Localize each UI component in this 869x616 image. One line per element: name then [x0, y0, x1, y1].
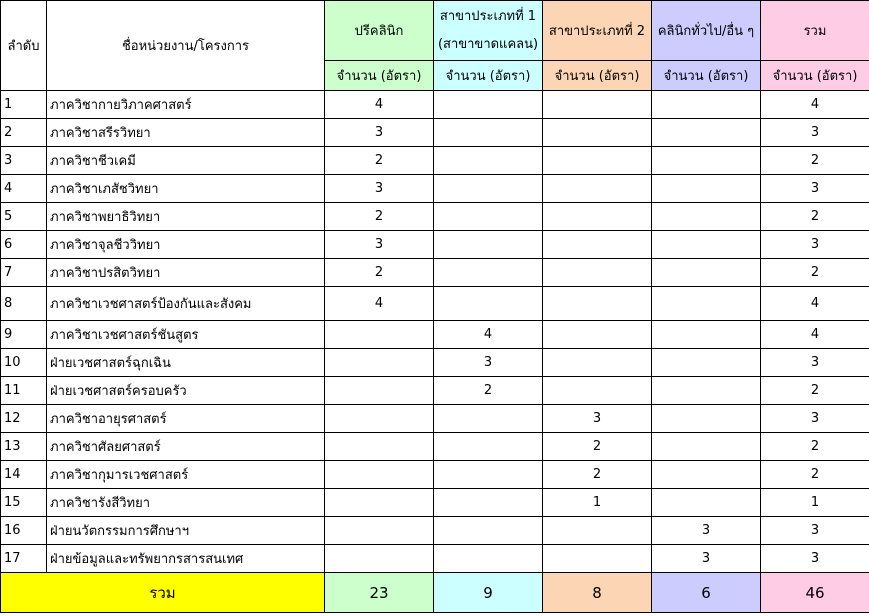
- row-type2: [543, 545, 652, 573]
- row-preclinic: [325, 349, 434, 377]
- table-body: [1, 91, 869, 573]
- row-preclinic: [325, 545, 434, 573]
- row-total: 2: [761, 203, 869, 231]
- row-total: 3: [761, 545, 869, 573]
- row-type2: [543, 349, 652, 377]
- row-number: 5: [1, 203, 47, 231]
- row-type1: [434, 517, 543, 545]
- row-total: 2: [761, 259, 869, 287]
- table-row: [1, 119, 869, 147]
- table-row: [1, 461, 869, 489]
- row-type2: [543, 119, 652, 147]
- row-preclinic: 3: [325, 175, 434, 203]
- row-preclinic: [325, 433, 434, 461]
- row-unit-name: ภาควิชารังสีวิทยา: [47, 489, 325, 517]
- row-type1: [434, 203, 543, 231]
- table-row: [1, 203, 869, 231]
- row-number: 9: [1, 321, 47, 349]
- row-total: 2: [761, 433, 869, 461]
- row-general-clinic: [652, 91, 761, 119]
- row-number: 3: [1, 147, 47, 175]
- row-unit-name: ภาควิชาอายุรศาสตร์: [47, 405, 325, 433]
- row-total: 2: [761, 377, 869, 405]
- row-preclinic: [325, 405, 434, 433]
- row-number: 2: [1, 119, 47, 147]
- row-type1: [434, 545, 543, 573]
- table-row: [1, 545, 869, 573]
- row-type1: [434, 461, 543, 489]
- row-number: 17: [1, 545, 47, 573]
- row-unit-name: ภาควิชาพยาธิวิทยา: [47, 203, 325, 231]
- totals-label: รวม: [1, 573, 325, 613]
- subheader-count: จำนวน (อัตรา): [652, 61, 761, 91]
- row-unit-name: ภาควิชาสรีรวิทยา: [47, 119, 325, 147]
- table-row: [1, 405, 869, 433]
- row-number: 7: [1, 259, 47, 287]
- table-row: [1, 517, 869, 545]
- row-type2: 1: [543, 489, 652, 517]
- subheader-count: จำนวน (อัตรา): [325, 61, 434, 91]
- row-general-clinic: [652, 377, 761, 405]
- row-total: 3: [761, 175, 869, 203]
- row-type1: [434, 231, 543, 259]
- table-row: [1, 91, 869, 119]
- subheader-count: จำนวน (อัตรา): [434, 61, 543, 91]
- row-total: 3: [761, 517, 869, 545]
- row-preclinic: [325, 461, 434, 489]
- header-total: รวม: [761, 1, 869, 61]
- row-unit-name: ภาควิชาเวชศาสตร์ชันสูตร: [47, 321, 325, 349]
- row-unit-name: ฝ่ายเวชศาสตร์ฉุกเฉิน: [47, 349, 325, 377]
- table-row: [1, 287, 869, 321]
- header-type2: สาขาประเภทที่ 2: [543, 1, 652, 61]
- row-total: 2: [761, 461, 869, 489]
- table-row: [1, 433, 869, 461]
- row-type2: [543, 231, 652, 259]
- row-total: 3: [761, 349, 869, 377]
- row-unit-name: ภาควิชากุมารเวชศาสตร์: [47, 461, 325, 489]
- table-row: [1, 489, 869, 517]
- row-number: 4: [1, 175, 47, 203]
- row-preclinic: 2: [325, 259, 434, 287]
- row-total: 4: [761, 321, 869, 349]
- table-row: [1, 147, 869, 175]
- row-total: 3: [761, 405, 869, 433]
- row-unit-name: ภาควิชาศัลยศาสตร์: [47, 433, 325, 461]
- row-number: 13: [1, 433, 47, 461]
- row-type1: 3: [434, 349, 543, 377]
- row-type2: 2: [543, 461, 652, 489]
- row-general-clinic: [652, 321, 761, 349]
- row-type1: 4: [434, 321, 543, 349]
- row-general-clinic: 3: [652, 545, 761, 573]
- row-general-clinic: [652, 489, 761, 517]
- totals-row: [1, 573, 869, 613]
- row-preclinic: [325, 489, 434, 517]
- row-preclinic: [325, 377, 434, 405]
- row-number: 1: [1, 91, 47, 119]
- row-preclinic: [325, 321, 434, 349]
- row-type1: 2: [434, 377, 543, 405]
- header-unit: ชื่อหน่วยงาน/โครงการ: [47, 1, 325, 91]
- table-row: [1, 175, 869, 203]
- row-type2: [543, 377, 652, 405]
- subheader-count: จำนวน (อัตรา): [543, 61, 652, 91]
- row-type2: [543, 287, 652, 321]
- row-general-clinic: [652, 405, 761, 433]
- row-number: 10: [1, 349, 47, 377]
- header-type1-line2: (สาขาขาดแคลน): [437, 36, 539, 52]
- header-type1-line1: สาขาประเภทที่ 1: [439, 8, 537, 24]
- row-unit-name: ฝ่ายเวชศาสตร์ครอบครัว: [47, 377, 325, 405]
- row-total: 3: [761, 119, 869, 147]
- header-preclinic: ปรีคลินิก: [325, 1, 434, 61]
- row-preclinic: 2: [325, 147, 434, 175]
- row-type1: [434, 489, 543, 517]
- totals-general-clinic: 6: [652, 573, 761, 613]
- row-unit-name: ฝ่ายข้อมูลและทรัพยากรสารสนเทศ: [47, 545, 325, 573]
- row-type2: [543, 203, 652, 231]
- row-general-clinic: 3: [652, 517, 761, 545]
- row-preclinic: 4: [325, 287, 434, 321]
- row-number: 8: [1, 287, 47, 321]
- row-type1: [434, 91, 543, 119]
- row-general-clinic: [652, 287, 761, 321]
- row-unit-name: ภาควิชาชีวเคมี: [47, 147, 325, 175]
- row-preclinic: [325, 517, 434, 545]
- row-unit-name: ภาควิชาปรสิตวิทยา: [47, 259, 325, 287]
- header-no: ลำดับ: [1, 1, 47, 91]
- table-row: [1, 259, 869, 287]
- row-type1: [434, 147, 543, 175]
- row-type1: [434, 175, 543, 203]
- row-type2: [543, 175, 652, 203]
- row-general-clinic: [652, 203, 761, 231]
- row-total: 3: [761, 231, 869, 259]
- row-type2: 2: [543, 433, 652, 461]
- row-type2: [543, 147, 652, 175]
- row-type2: [543, 259, 652, 287]
- row-type2: 3: [543, 405, 652, 433]
- row-number: 15: [1, 489, 47, 517]
- row-general-clinic: [652, 259, 761, 287]
- row-type1: [434, 433, 543, 461]
- row-type1: [434, 259, 543, 287]
- row-type2: [543, 321, 652, 349]
- table-row: [1, 231, 869, 259]
- row-number: 14: [1, 461, 47, 489]
- header-type1: [434, 1, 543, 61]
- row-total: 1: [761, 489, 869, 517]
- totals-preclinic: 23: [325, 573, 434, 613]
- subheader-count: จำนวน (อัตรา): [761, 61, 869, 91]
- row-type2: [543, 517, 652, 545]
- table-row: [1, 377, 869, 405]
- row-unit-name: ภาควิชาเวชศาสตร์ป้องกันและสังคม: [47, 287, 325, 321]
- row-general-clinic: [652, 231, 761, 259]
- row-number: 11: [1, 377, 47, 405]
- row-unit-name: ฝ่ายนวัตกรรมการศึกษาฯ: [47, 517, 325, 545]
- row-general-clinic: [652, 119, 761, 147]
- row-preclinic: 2: [325, 203, 434, 231]
- row-preclinic: 3: [325, 231, 434, 259]
- row-total: 2: [761, 147, 869, 175]
- row-number: 16: [1, 517, 47, 545]
- row-number: 12: [1, 405, 47, 433]
- row-general-clinic: [652, 461, 761, 489]
- row-unit-name: ภาควิชาเภสัชวิทยา: [47, 175, 325, 203]
- totals-grand: 46: [761, 573, 869, 613]
- row-type1: [434, 287, 543, 321]
- row-total: 4: [761, 287, 869, 321]
- table-row: [1, 349, 869, 377]
- row-type2: [543, 91, 652, 119]
- row-preclinic: 4: [325, 91, 434, 119]
- row-general-clinic: [652, 433, 761, 461]
- header-general-clinic: คลินิกทั่วไป/อื่น ๆ: [652, 1, 761, 61]
- row-total: 4: [761, 91, 869, 119]
- row-unit-name: ภาควิชากายวิภาคศาสตร์: [47, 91, 325, 119]
- row-type1: [434, 405, 543, 433]
- row-general-clinic: [652, 175, 761, 203]
- row-preclinic: 3: [325, 119, 434, 147]
- totals-type1: 9: [434, 573, 543, 613]
- row-type1: [434, 119, 543, 147]
- row-general-clinic: [652, 349, 761, 377]
- row-number: 6: [1, 231, 47, 259]
- table-row: [1, 321, 869, 349]
- row-general-clinic: [652, 147, 761, 175]
- row-unit-name: ภาควิชาจุลชีววิทยา: [47, 231, 325, 259]
- totals-type2: 8: [543, 573, 652, 613]
